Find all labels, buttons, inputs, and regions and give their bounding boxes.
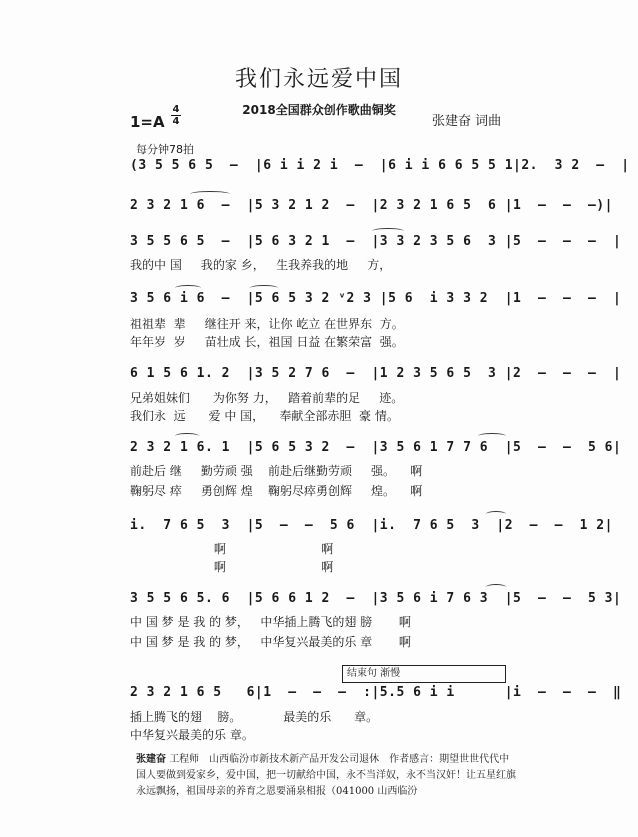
notation-line-6: 2 3 2 1 6. 1 |5 6 5 3 2 – |3 5 6 1 7 7 6 |5 – – 5 6| bbox=[130, 440, 622, 455]
notation-line-4: 3 5 6 i 6 – |5 6 5 3 2 ᵛ2 3 |5 6 i 3 3 2 |1 – – – | bbox=[130, 291, 622, 306]
notation-line-7: i. 7 6 5 3 |5 – – 5 6 |i. 7 6 5 3 |2 – – 1 2| bbox=[130, 518, 613, 533]
slur-mark bbox=[486, 584, 506, 590]
slur-mark bbox=[478, 433, 506, 439]
lyric-line-11: 中 国 梦 是 我 的 梦， 中华复兴最美的乐 章 啊 bbox=[130, 635, 411, 649]
lyric-line-9: 啊 啊 bbox=[130, 560, 334, 574]
lyric-line-13: 中华复兴最美的乐 章。 bbox=[130, 728, 254, 742]
time-signature bbox=[171, 104, 181, 127]
notation-line-2: 2 3 2 1 6 – |5 3 2 1 2 – |2 3 2 1 6 5 6 |1 – – –)| bbox=[130, 198, 613, 213]
slur-mark bbox=[372, 228, 404, 234]
slur-mark bbox=[175, 285, 201, 291]
notation-line-3: 3 5 5 6 5 – |5 6 3 2 1 – |3 3 2 3 5 6 3 |5 – – – | bbox=[130, 234, 622, 249]
slur-mark bbox=[486, 511, 506, 517]
award-subtitle: 2018全国群众创作歌曲铜奖 bbox=[242, 103, 396, 117]
lyric-line-5: 我们永 远 爱 中 国， 奉献全部赤胆 豪 情。 bbox=[130, 409, 399, 423]
ending-phrase-box: 结束句 渐慢 bbox=[342, 665, 506, 683]
lyric-line-12: 插上腾飞的翅 膀。 最美的乐 章。 bbox=[130, 710, 379, 724]
lyric-line-2: 祖祖辈 辈 继往开 来，让你 屹立 在世界东 方。 bbox=[130, 317, 404, 331]
slur-mark bbox=[175, 433, 199, 439]
lyric-line-6: 前赴后 继 勤劳顽 强 前赴后继勤劳顽 强。 啊 bbox=[130, 464, 423, 478]
notation-line-5: 6 1 5 6 1. 2 |3 5 2 7 6 – |1 2 3 5 6 5 3 |2 – – – | bbox=[130, 366, 622, 381]
notation-line-1: (3 5 5 6 5 – |6 i i 2 i – |6 i i 6 6 5 5 1|2. 3 2 – | bbox=[130, 158, 630, 173]
lyric-line-7: 鞠躬尽 瘁 勇创辉 煌 鞠躬尽瘁勇创辉 煌。 啊 bbox=[130, 484, 423, 498]
song-title: 我们永远爱中国 bbox=[234, 67, 403, 92]
notation-line-8: 3 5 5 6 5. 6 |5 6 6 1 2 – |3 5 6 i 7 6 3 |5 – – 5 3| bbox=[130, 591, 622, 606]
author-bio bbox=[136, 752, 516, 800]
author-credit: 张建奋 词曲 bbox=[432, 114, 502, 129]
slur-mark bbox=[190, 191, 230, 197]
lyric-line-1: 我的中 国 我的家 乡， 生我养我的地 方， bbox=[130, 258, 392, 272]
notation-line-9: 2 3 2 1 6 5 6|1 – – – :|5.5 6 i i |i – – – ‖ bbox=[130, 685, 622, 700]
bio-name: 张建奋 bbox=[136, 754, 166, 765]
tempo-marking: 每分钟78拍 bbox=[136, 143, 194, 156]
slur-mark bbox=[250, 285, 278, 291]
time-signature-bottom: 4 bbox=[172, 116, 180, 127]
lyric-line-4: 兄弟姐妹们 为你努 力， 踏着前辈的足 迹。 bbox=[130, 391, 404, 405]
time-signature-top: 4 bbox=[172, 104, 180, 115]
lyric-line-10: 中 国 梦 是 我 的 梦， 中华插上腾飞的翅 膀 啊 bbox=[130, 615, 411, 629]
lyric-line-8: 啊 啊 bbox=[130, 542, 334, 556]
bio-text: 工程师 山西临汾市新技术新产品开发公司退休 作者感言：期望世世代代中国人要做到爱家乡，爱中国，把一切献给中国，永不当洋奴，永不当汉奸！让五星红旗永远飘扬，祖国母亲的养育之恩要涌泉相报（041000 山西临汾 bbox=[136, 754, 516, 797]
key-signature: 1=A bbox=[130, 113, 165, 131]
lyric-line-3: 年年岁 岁 苗壮成 长，祖国 日益 在繁荣富 强。 bbox=[130, 335, 404, 349]
